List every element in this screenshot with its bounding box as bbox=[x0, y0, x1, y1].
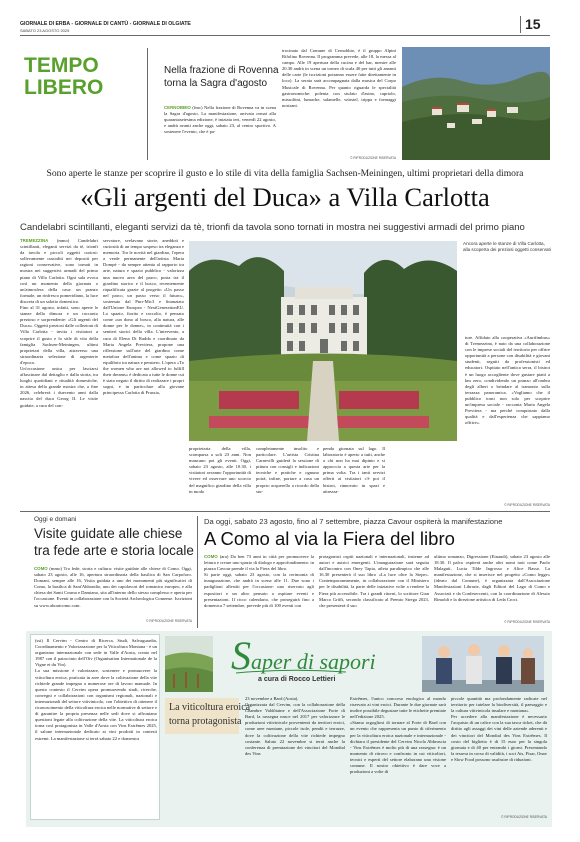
section-title bbox=[24, 55, 103, 99]
masthead-date: SABATO 23 AGOSTO 2025 bbox=[20, 28, 70, 33]
rovenna-col2-text: trocinato dal Comune di Cernobbio, è il gruppo Alpini Rifolino Rovenna. Il programma prevede, alle 18, la messa al campo. Alle 19 apertura della cucina e del bar, mentre alle 20.30 andrà in scena un torneo di scala 40 per tutti gli amanti delle carte (le iscrizioni potranno essere fatte direttamente in loco). La serata sarà accompagnata dalla musica del Corpo Musicale di Rovenna. Per quanto riguarda le specialità gastronomiche: polenta con stufato d'asino, capriolo, missoltini, lumache, salamelle, würstel, trippa e formaggi nostrani. bbox=[282, 48, 396, 108]
chiese-headline bbox=[34, 525, 194, 559]
fiera-copyright: © RIPRODUZIONE RISERVATA bbox=[504, 620, 550, 624]
page-number: 15 bbox=[525, 16, 541, 32]
sapori-col2-text: 23 novembre a Bard (Aosta). Organizzata dal Cervim, con la collaborazione della Chambre Valdôtaine e dell'Associazione Forte di Bard, la rassegna nasce nel 2017 per valorizzare le produzioni vitivinicole provenienti da territori eroici, come aree montane, piccole isole, pendii e terrazze, dove la coltivazione della vite richiede impegno costante. Saluto 22 novembre si terrà anche la conferenza di premiazione dei vincitori del Mondial des Vins bbox=[245, 696, 345, 756]
fiera-col2-text: protagonisti ospiti nazionali e internazionali, insieme ad autori e autrici emergenti. L'inaugurazione sarà seguita dall'incontro con Oney Tapia, atleta paralimpico che alle 16.30 presenterà il suo libro «La luce oltre la Siepe». Contemporaneamente, in collaborazione con il Ministero per le disabilità, la parte delle iniziative volte a rendere la Fiera più accessibile. Tra i grandi ritorni, lo scrittore Gian Marco Griffi, secondo classificato al Premio Strega 2023, che presenterà il suo bbox=[319, 554, 429, 608]
sapori-col2 bbox=[245, 696, 345, 818]
fiera-col1 bbox=[204, 554, 314, 624]
chiese-body-text: (mmo) Tra fede, storia e cultura: visite guidate alle chiese di Como. Oggi, sabato 23 agosto, alle 16, apertura straordinaria della basilica di San Carpoforo. Domani, sempre alle 16, Visita guidata a uno dei monumenti più significativi di Como, la basilica di Sant'Abbondio, uno dei capolavori del romanico europeo, e alla chiesa dei Santi Cosma e Damiano, sita all'interno dello stesso complesso e aperta per l'occasione. Eventi in collaborazione con la Società Archeologica Comense. Iscrizioni su www.aboutcomo.com. bbox=[34, 566, 192, 608]
villa-carlotta-photo bbox=[189, 241, 457, 441]
sapori-col3-text: Extrêmes, l'unico concorso enologico al mondo riservato ai vini eroici. Durante le due giornate sarà inoltre possibile degustare tutte le etichette premiate nell'edizione 2025. «Siamo orgogliosi di tornare al Forte di Bard con un evento che rappresenta un punto di riferimento per la viticoltura eroica nazionale e internazionale - dichiara il presidente del Cervim Nicola Abbruscia - Vins Extrêmes è molto più di una rassegna: è un momento di ritrovo e confronto in cui viticoltori, tecnici e esperti del settore elaborano una visione comune. Il nostro obiettivo è dare voce a produzioni a volte di bbox=[350, 696, 446, 775]
rovenna-headline-line2: torna la Sagra d'agosto bbox=[164, 78, 268, 89]
carlotta-col1-text: (mmo) Candelabri scintillanti, eleganti servizi da tè, trionfi da tavola e piccoli oggetti curiosi: sollevamente custoditi nei depositi per ragioni conservative, sono tornati in mostra nei suggestivi armadi del primo piano di Villa Carlotta. Ogni sala evoca così un momento della giornata o un'atmosfera della casa: un pranzo formale, un rinfresco pomeridiano, la luce discreta di un salotto domestico. Fino al 31 agosto, infatti, sono aperte le stanze della dimora e un racconto prezioso e sorprendente: «Gli argenti del Duca». Oggetti preziosi dalle collezioni di Villa Carlotta - invita i visitatori a scoprire il gusto e lo stile di vita della famiglia Sachsen-Meiningen, ultimi proprietari della villa, attraverso una straordinaria selezione di argenterie d'epoca. Un'occasione unica per lasciarsi affascinare dal dettaglio e dalla storia, tra luoghi quotidiani e ritualità domestiche, in attesa della grande mostra che, a fine 2026, celebrerà i duecento anni dalla nascita del duca Georg II. Le visite guidate, a cura del con- bbox=[20, 238, 98, 408]
fiera-col2 bbox=[319, 554, 429, 624]
carlotta-col5-text: penda giornata sul lago. Il laboratorio è aperto a tutti, anche a chi non ha mai dipinto e si approccia a questa arte per la prima volta. Tra i tanti servizi offerti ai visitatori c'è poi il bistrot, rinnovato in spazi e attrezza- bbox=[323, 446, 385, 494]
chiese-kicker: Oggi e domani bbox=[34, 516, 77, 523]
carlotta-col4-text: completamente insolito e particolare. L'artista Cristina Carnevilli guiderà la sessione di pittura con consigli e indicazioni tecniche e pratiche e ognuno potrà, infine, portare a casa un proprio acquerello a ricordo della stu- bbox=[256, 446, 319, 494]
sapori-people-photo bbox=[422, 636, 544, 692]
sapori-pull-quote bbox=[165, 698, 251, 734]
carlotta-col6 bbox=[465, 335, 550, 500]
carlotta-col4 bbox=[256, 446, 319, 508]
carlotta-col1 bbox=[20, 238, 98, 508]
fiera-place: COMO bbox=[204, 554, 218, 559]
sapori-pull-line2: torna protagonista bbox=[169, 716, 242, 727]
sapori-col4 bbox=[451, 696, 547, 814]
carlotta-place: TREMEZZINA bbox=[20, 238, 49, 243]
rovenna-headline-line1: Nella frazione di Rovenna bbox=[164, 65, 279, 76]
page-number-divider bbox=[520, 16, 521, 33]
rovenna-copyright: © RIPRODUZIONE RISERVATA bbox=[350, 156, 396, 160]
rovenna-col2 bbox=[282, 48, 396, 160]
carlotta-col3-text: proprietaria della villa, scomparsa a soli 23 anni. Non mancano poi gli eventi. Oggi, sabato 23 agosto, alle 10.30, i visitatori avranno l'opportunità di vivere ed osservare uno scorcio del magnifico giardino della villa in modo bbox=[189, 446, 251, 494]
chiese-headline-line2: tra fede arte e storia locale bbox=[34, 543, 194, 558]
carlotta-kicker: Sono aperte le stanze per scoprire il gusto e lo stile di vita della famiglia Sachsen-Meiningen, ultimi proprietari della dimora bbox=[46, 168, 524, 179]
masthead-publications: GIORNALE DI ERBA - GIORNALE DI CANTÙ - GIORNALE DI OLGIATE bbox=[20, 21, 191, 27]
carlotta-headline: «Gli argenti del Duca» a Villa Carlotta bbox=[80, 182, 490, 212]
rovenna-photo bbox=[402, 47, 550, 160]
carlotta-col5 bbox=[323, 446, 385, 508]
rovenna-headline bbox=[164, 64, 279, 90]
section-title-line2: LIBERO bbox=[24, 76, 104, 99]
sapori-pull-line1: La viticoltura eroica bbox=[169, 702, 251, 713]
sapori-col4-text: piccole quantità ma profondamente radicate nel territorio per tutelare la biodiversità, il paesaggio e la cultura vitivinicola insulare e montana». Per accedere alla manifestazione è necessario l'acquisto di un calice con la sua tasca ticket, che dà diritto agli assaggi dei vini delle aziende aderenti e dei vincitori del Mondial des Vins Extrêmes. Il costo del biglietto è di 15 euro per la singola giornata e di 40 per entrambi i giorni. Presentando la tessera in corso di validità, i soci Ais, Fisar, Onav e Slow Food possono usufruire di riduzioni. bbox=[451, 696, 547, 762]
rovenna-place: CERNOBBIO bbox=[164, 105, 191, 110]
carlotta-col2-text: servatore, svelavano storie, aneddoti e curiosità di un tempo sospeso tra eleganza e memoria. Tra le novità nel giardino, l'opera a verde permanente dell'artista Maria Dompè - da sempre attenta al rapporto tra arte, natura e spazio pubblico - valorizza una nuova area del parco, posta tra il giardino storico e il bosco, recentemente riqualificata grazie al progetto «Un passo nel parco, un passo verso il futuro», sostenuto dal Pnrr-Mic3 e finanziato dall'Unione Europea - NextGenerationEU. Lo spazio, fiorito e raccolto, è pensato come «un dono al bosco, alla natura, alle donne per le donne», in continuità con i sentieri storici della villa. L'intervento, a cura di Elena Di Raddo e coordinato da Maria Angela Previtera, propone una riflessione sull'arte del giardino come metafora dell'anima e come spazio di equilibrio tra natura e pensiero. L'opera «To the women who are not allowed to fulfill their dreams» è dedicata a tutte le donne cui è stato negato il diritto di realizzare i propri sogni, e in particolare alla giovane principessa Carlotta di Prussia, bbox=[103, 238, 184, 396]
rovenna-col1 bbox=[164, 105, 276, 163]
sapori-col1-text: (ssi) Il Cervim - Centro di Ricerca, Studi, Salvaguardia, Coordinamento e Valorizzazione per la Viticoltura Montana - è un organismo internazionale con sede in Valle d'Aosta, creato nel 1987 con il patrocinio dell'Oiv (Organisation Internationale de la Vigne et du Vin). La sua missione è valorizzare, sostenere e promuovere la viticoltura eroica, praticata in aree dove la coltivazione della vite richiede grande impegno a numerose ore di lavoro manuale. In questo contesto il Cervim opera promuovendo studi, ricerche, convegni e collaborazioni con organismi regionali, nazionali e internazionali del settore vitivinicolo, con l'obiettivo di ottenere il riconoscimento della viticoltura eroica nelle normative di settore e di garantire la propria presenza nelle sedi dove si affrontano questioni legate alla coltivazione della vite. La viticoltura eroica torna così protagonista in Valle d'Aosta con Vins Extrêmes 2025, il salone internazionale dedicato ai vini prodotti in contesti estremi. La manifestazione si terrà sabato 22 e domenica bbox=[35, 638, 157, 741]
carlotta-subhead: Candelabri scintillanti, eleganti servizi da tè, trionfi da tavola sono tornati in mostra nei suggestivi armadi del primo piano bbox=[20, 222, 525, 233]
fiera-headline: A Como al via la Fiera del libro bbox=[204, 528, 455, 549]
sapori-col3 bbox=[350, 696, 446, 818]
fiera-col1-text: (ara) Da ben 73 anni in città per promuovere la lettura e creare uno spazio di dialogo e approfondimento: in piazza Cavour prende il via la Fiera del libro. Si parte oggi, sabato 23 agosto, con la cerimonia di inaugurazione, che andrà in scena alle 11. Due sono i padiglioni allestiti per l'occasione: uno riservato agli espositori e un altro pensato a ospitare eventi e presentazioni. Il ricco calendario, che proseguirà fino a domenica 7 settembre, prevede più di 100 eventi con bbox=[204, 554, 314, 608]
sapori-logo-initial: S bbox=[231, 633, 251, 678]
carlotta-copyright: © RIPRODUZIONE RISERVATA bbox=[504, 503, 550, 507]
fiera-col3 bbox=[434, 554, 550, 620]
sapori-copyright: © RIPRODUZIONE RISERVATA bbox=[501, 815, 547, 819]
carlotta-col3 bbox=[189, 446, 251, 508]
carlotta-col2 bbox=[103, 238, 184, 508]
chiese-copyright: © RIPRODUZIONE RISERVATA bbox=[146, 619, 192, 623]
chiese-body bbox=[34, 566, 192, 624]
mid-rule bbox=[20, 511, 550, 512]
sapori-vineyard-photo bbox=[165, 636, 213, 692]
chiese-place: COMO bbox=[34, 566, 48, 571]
chiese-divider bbox=[197, 516, 198, 628]
fiera-col3-text: ultimo romanzo, Digressione (Einaudi), sabato 23 agosto alle 18.30. Il palco ospiterà anche altri nomi noti come Paolo Malaguti, Lucia Tilde Ingrosso e Alice Basso. La manifestazione, che si inserisce nel progetto «Como legge» (ideato dal Comune), è organizzata dall'Associazione Manifestazioni Librarie, dagli Editori del Lago di Como e Associati e da Confesercenti, con la coordinazione di Alessio Rimoldi e la direzione artistica di Leda Croci. bbox=[434, 554, 550, 602]
section-divider bbox=[147, 48, 148, 160]
chiese-headline-line1: Visite guidate alle chiese bbox=[34, 526, 183, 541]
sapori-logo-swash bbox=[236, 669, 346, 675]
section-title-line1: TEMPO bbox=[24, 54, 99, 77]
header-rule bbox=[20, 35, 550, 36]
sapori-logo-text: aper di sapori bbox=[251, 649, 376, 674]
sapori-col1 bbox=[35, 638, 157, 818]
fiera-kicker: Da oggi, sabato 23 agosto, fino al 7 settembre, piazza Cavour ospiterà la manifestazione bbox=[204, 517, 503, 526]
carlotta-photo-caption: Ancora aperte le stanze di Villa Carlotta, alla scoperta dei preziosi oggetti conservati bbox=[463, 241, 551, 252]
carlotta-col6-text: ture. Affidato alla cooperativa «Aurifimbus» di Tremezzina, è nato da una collaborazione con le imprese sociali del territorio per offrire opportunità a persone con disabilità e giovani studenti, seguiti da professionisti ed educatori. Ospitato nell'antica serra, il bistrot è un luogo accogliente dove gustare piatti a km zero, condividendo un pranzo all'ombra degli alberi o brindare al tramonto sulla terrazza panoramica. «Vogliamo che il pubblico torni non solo per scoprire un'impresa sociale - racconta Maria Angela Previtera - ma perché conquistato dalla qualità e dall'esperienza che sappiamo offrire». bbox=[465, 335, 550, 426]
rovenna-col1-text: (fmc) Nella frazione di Rovenna va in scena la Sagra d'agosto. La manifestazione, arrivata ormai alla quarantaseiesima edizione, è iniziata ieri, venerdì 22 agosto, e andrà avanti anche oggi, sabato 23, al centro sportivo. A sostenere l'evento, che è pa- bbox=[164, 105, 276, 135]
sapori-byline: a cura di Rocco Lettieri bbox=[258, 676, 336, 683]
